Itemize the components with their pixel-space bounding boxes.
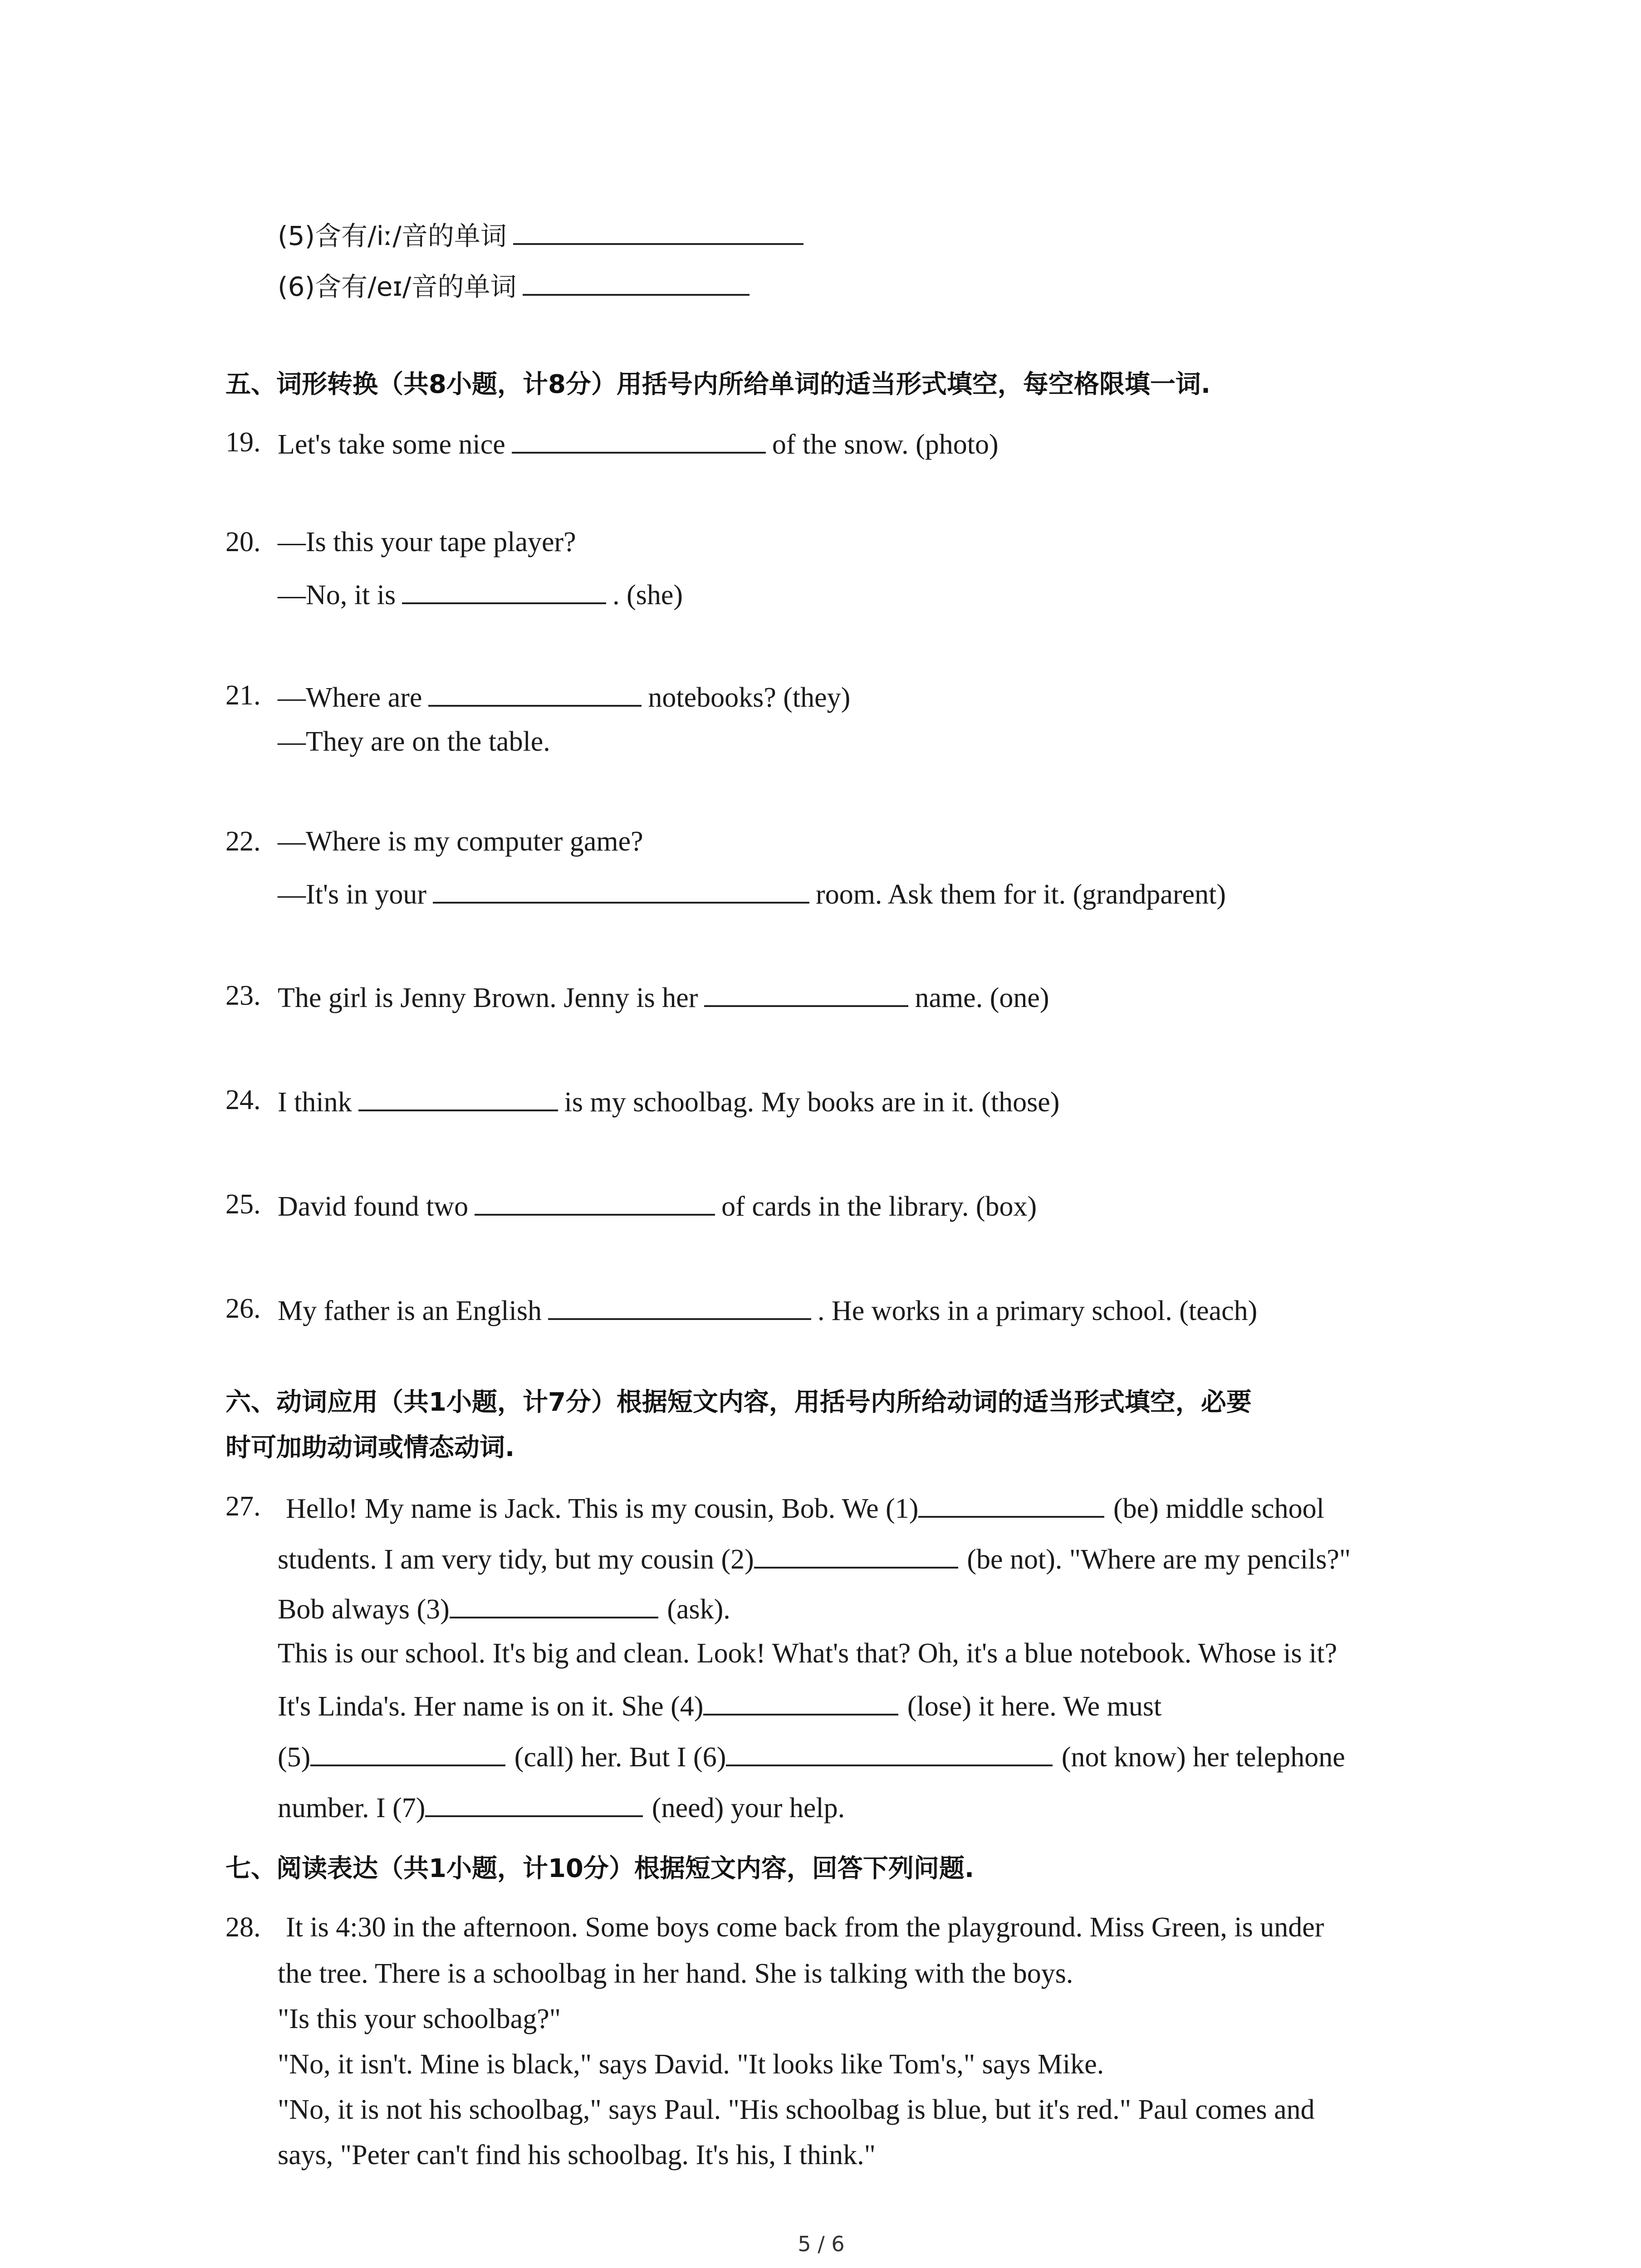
question-number: 19. [225,427,261,458]
answer-blank-25[interactable] [475,1190,715,1216]
section-7-heading: 七、阅读表达（共1小题，计10分）根据短文内容，回答下列问题. [225,1854,975,1883]
passage-27-line-6: (5) (call) her. But I (6) (not know) her telephone [278,1742,1345,1773]
answer-blank-27-7[interactable] [425,1792,643,1817]
question-number: 27. [225,1491,261,1522]
answer-blank-27-3[interactable] [450,1593,658,1618]
question-number: 24. [225,1085,261,1115]
question-24: I think is my schoolbag. My books are in it. (those) [278,1087,1060,1118]
answer-blank-27-6[interactable] [726,1741,1053,1766]
passage-28-line-5: "No, it is not his schoolbag," says Paul. "His schoolbag is blue, but it's red." Paul comes and [278,2094,1315,2125]
question-20-line-2: —No, it is . (she) [278,580,683,611]
question-21-line-1: —Where are notebooks? (they) [278,682,851,713]
answer-blank-26[interactable] [548,1295,811,1320]
passage-28-line-3: "Is this your schoolbag?" [278,2004,561,2034]
question-number: 25. [225,1189,261,1220]
section-5-heading: 五、词形转换（共8小题，计8分）用括号内所给单词的适当形式填空，每空格限填一词. [225,370,1211,399]
question-26: My father is an English . He works in a primary school. (teach) [278,1295,1258,1326]
section-6-heading-line-2: 时可加助动词或情态动词. [225,1433,515,1462]
phonetic-item-6-label: (6)含有/eɪ/音的单词 [278,271,517,302]
answer-blank-27-4[interactable] [703,1690,898,1716]
passage-27-line-4: This is our school. It's big and clean. Look! What's that? Oh, it's a blue notebook. Whose is it? [278,1638,1337,1669]
question-number: 23. [225,980,261,1011]
answer-blank-27-1[interactable] [918,1492,1104,1518]
passage-27-line-7: number. I (7) (need) your help. [278,1793,845,1823]
question-22-line-2: —It's in your room. Ask them for it. (grandparent) [278,879,1226,910]
question-25: David found two of cards in the library. (box) [278,1191,1037,1222]
question-20-line-1: —Is this your tape player? [278,527,576,557]
passage-27-line-3: Bob always (3) (ask). [278,1594,730,1625]
answer-blank-21[interactable] [428,681,642,707]
passage-28-line-4: "No, it isn't. Mine is black," says David. "It looks like Tom's," says Mike. [278,2049,1104,2080]
question-number: 22. [225,826,261,857]
answer-blank-27-5[interactable] [310,1741,505,1766]
passage-27-line-5: It's Linda's. Her name is on it. She (4) (lose) it here. We must [278,1691,1162,1722]
phonetic-item-5-label: (5)含有/iː/音的单词 [278,220,507,251]
question-22-line-1: —Where is my computer game? [278,826,643,857]
answer-blank-24[interactable] [358,1086,558,1111]
question-number: 26. [225,1293,261,1324]
passage-28-line-2: the tree. There is a schoolbag in her hand. She is talking with the boys. [278,1958,1073,1989]
question-number: 21. [225,680,261,711]
answer-blank-27-2[interactable] [754,1543,958,1569]
passage-27-line-2: students. I am very tidy, but my cousin (2) (be not). "Where are my pencils?" [278,1544,1351,1575]
page-number: 5 / 6 [798,2232,845,2256]
section-6-heading-line-1: 六、动词应用（共1小题，计7分）根据短文内容，用括号内所给动词的适当形式填空，必要 [225,1388,1252,1417]
answer-blank-20[interactable] [402,579,606,604]
question-19: Let's take some nice of the snow. (photo) [278,429,999,460]
answer-blank-23[interactable] [704,982,908,1007]
question-23: The girl is Jenny Brown. Jenny is her name. (one) [278,982,1049,1013]
phonetic-item-5 [278,220,810,249]
question-number: 28. [225,1912,261,1943]
answer-blank-phonetic-6[interactable] [523,270,749,296]
passage-28-line-6: says, "Peter can't find his schoolbag. It's his, I think." [278,2140,876,2170]
answer-blank-19[interactable] [512,428,766,454]
question-number: 20. [225,527,261,557]
passage-28-line-1: It is 4:30 in the afternoon. Some boys come back from the playground. Miss Green, is under [286,1912,1324,1943]
question-21-line-2: —They are on the table. [278,726,550,757]
phonetic-item-6 [278,270,756,300]
passage-27-line-1: Hello! My name is Jack. This is my cousin, Bob. We (1) (be) middle school [286,1493,1324,1524]
answer-blank-phonetic-5[interactable] [513,220,803,245]
answer-blank-22[interactable] [433,878,809,904]
